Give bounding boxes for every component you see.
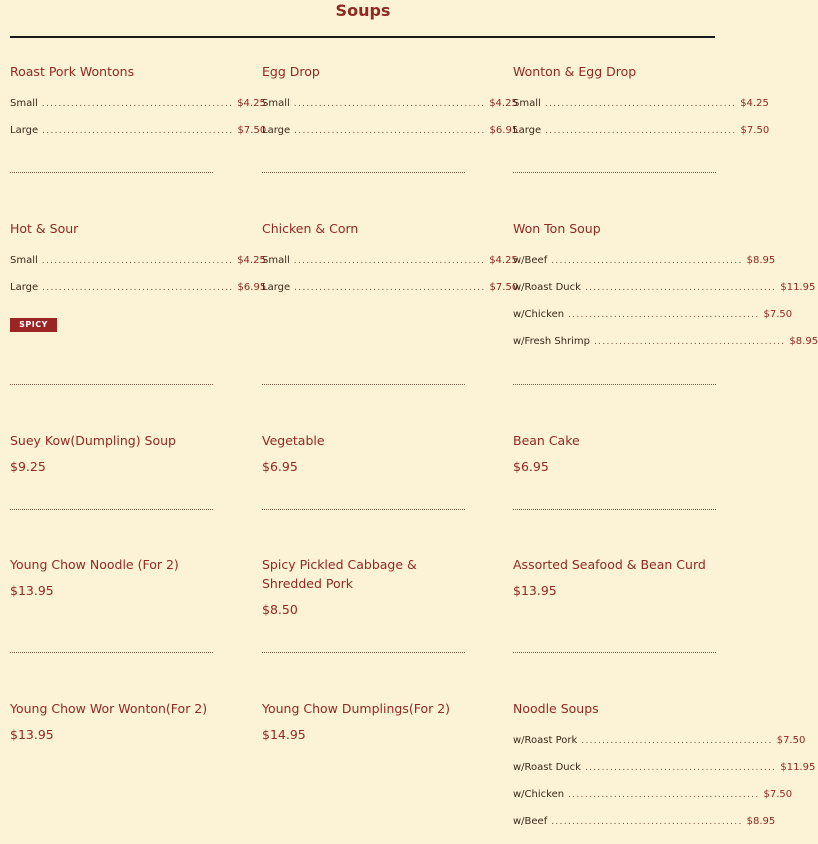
- price-value: $6.95: [237, 282, 267, 293]
- item-name: Suey Kow(Dumpling) Soup: [10, 433, 176, 448]
- size-label: w/Roast Pork: [513, 735, 578, 746]
- price-value: $8.95: [746, 255, 776, 266]
- price-value: $4.25: [237, 98, 266, 109]
- item-separator: [262, 509, 465, 510]
- price-row: [10, 282, 267, 296]
- spicy-badge: SPICY: [10, 318, 57, 332]
- price-value: $11.95: [780, 282, 816, 293]
- price-value: $8.50: [262, 602, 298, 617]
- price-value: $4.25: [489, 255, 518, 266]
- item-name: Young Chow Wor Wonton(For 2): [10, 701, 208, 716]
- menu-item[interactable]: [262, 431, 465, 474]
- menu-item[interactable]: [513, 62, 770, 139]
- price-value: $4.25: [740, 98, 769, 109]
- item-name: Noodle Soups: [513, 701, 599, 716]
- item-name: Chicken & Corn: [262, 221, 359, 236]
- title-divider: [10, 36, 715, 38]
- price-row: [262, 98, 518, 112]
- price-value: $4.25: [489, 98, 518, 109]
- dot-leader: ..............................................: [294, 126, 486, 136]
- price-row: [513, 309, 793, 323]
- item-separator: [262, 172, 465, 173]
- item-separator: [262, 652, 465, 653]
- size-label: Large: [513, 125, 542, 136]
- dot-leader: ..............................................: [584, 763, 777, 773]
- menu-item[interactable]: [10, 62, 267, 139]
- price-value: $8.95: [789, 336, 818, 347]
- price-row: [513, 789, 793, 803]
- item-separator: [10, 384, 213, 385]
- dot-leader: ..............................................: [544, 99, 737, 109]
- size-label: Small: [10, 255, 38, 266]
- price-value: $14.95: [262, 727, 306, 742]
- price-value: $9.25: [10, 459, 46, 474]
- menu-item[interactable]: [513, 219, 818, 350]
- price-row: [262, 255, 518, 269]
- price-row: [513, 816, 776, 830]
- item-separator: [262, 384, 465, 385]
- price-value: $13.95: [10, 583, 54, 598]
- price-value: $6.95: [513, 459, 549, 474]
- item-name: Young Chow Noodle (For 2): [10, 557, 179, 572]
- menu-item[interactable]: [262, 62, 519, 139]
- price-row: [513, 282, 816, 296]
- price-value: $13.95: [10, 727, 54, 742]
- menu-item[interactable]: [513, 555, 716, 598]
- dot-leader: ..............................................: [568, 790, 760, 800]
- price-value: $7.50: [763, 789, 793, 800]
- price-value: $7.50: [740, 125, 770, 136]
- menu-item[interactable]: [262, 555, 465, 617]
- menu-item[interactable]: [262, 699, 465, 742]
- price-row: [262, 125, 519, 139]
- item-separator: [10, 509, 213, 510]
- menu-item[interactable]: [10, 219, 267, 296]
- item-name: Egg Drop: [262, 64, 320, 79]
- price-value: $6.95: [262, 459, 298, 474]
- price-value: $7.50: [489, 282, 519, 293]
- item-name: Hot & Sour: [10, 221, 79, 236]
- size-label: w/Beef: [513, 816, 548, 827]
- dot-leader: ..............................................: [581, 736, 773, 746]
- item-name: Young Chow Dumplings(For 2): [262, 701, 451, 716]
- item-separator: [513, 172, 716, 173]
- price-row: [513, 255, 776, 269]
- item-separator: [513, 652, 716, 653]
- dot-leader: ..............................................: [545, 126, 737, 136]
- size-label: Large: [10, 125, 39, 136]
- menu-item[interactable]: [513, 699, 816, 830]
- menu-item[interactable]: [10, 431, 213, 474]
- item-name: Roast Pork Wontons: [10, 64, 135, 79]
- dot-leader: ..............................................: [594, 337, 786, 347]
- size-label: w/Roast Duck: [513, 762, 581, 773]
- price-value: $4.25: [237, 255, 266, 266]
- price-value: $11.95: [780, 762, 816, 773]
- price-row: [262, 282, 519, 296]
- dot-leader: ..............................................: [584, 283, 777, 293]
- dot-leader: ..............................................: [42, 126, 234, 136]
- item-separator: [513, 384, 716, 385]
- price-value: $7.50: [776, 735, 806, 746]
- item-name: Wonton & Egg Drop: [513, 64, 637, 79]
- price-row: [513, 336, 818, 350]
- menu-item[interactable]: [10, 699, 213, 742]
- item-name: Bean Cake: [513, 433, 580, 448]
- menu-item[interactable]: [10, 555, 213, 598]
- size-label: Large: [262, 282, 291, 293]
- item-name: Spicy Pickled Cabbage & Shredded Pork: [262, 557, 417, 591]
- price-row: [10, 255, 266, 269]
- price-row: [513, 98, 769, 112]
- size-label: w/Beef: [513, 255, 548, 266]
- price-row: [513, 125, 770, 139]
- item-name: Won Ton Soup: [513, 221, 601, 236]
- dot-leader: ..............................................: [568, 310, 760, 320]
- dot-leader: ..............................................: [293, 256, 486, 266]
- size-label: Small: [262, 98, 290, 109]
- size-label: Small: [262, 255, 290, 266]
- price-row: [513, 735, 806, 749]
- item-name: Assorted Seafood & Bean Curd: [513, 557, 706, 572]
- dot-leader: ..............................................: [41, 256, 234, 266]
- dot-leader: ..............................................: [293, 99, 486, 109]
- size-label: Large: [262, 125, 291, 136]
- price-row: [10, 125, 267, 139]
- price-value: $6.95: [489, 125, 519, 136]
- section-title: Soups: [335, 1, 391, 20]
- item-separator: [10, 652, 213, 653]
- size-label: w/Chicken: [513, 789, 565, 800]
- dot-leader: ..............................................: [294, 283, 486, 293]
- item-separator: [10, 172, 213, 173]
- dot-leader: ..............................................: [42, 283, 234, 293]
- size-label: Small: [10, 98, 38, 109]
- price-value: $13.95: [513, 583, 557, 598]
- size-label: Large: [10, 282, 39, 293]
- price-row: [513, 762, 816, 776]
- item-separator: [513, 509, 716, 510]
- price-row: [10, 98, 266, 112]
- dot-leader: ..............................................: [551, 817, 743, 827]
- price-value: $7.50: [763, 309, 793, 320]
- size-label: w/Fresh Shrimp: [513, 336, 591, 347]
- menu-item[interactable]: [262, 219, 519, 296]
- dot-leader: ..............................................: [551, 256, 743, 266]
- item-name: Vegetable: [262, 433, 325, 448]
- price-value: $8.95: [746, 816, 776, 827]
- size-label: w/Roast Duck: [513, 282, 581, 293]
- price-value: $7.50: [237, 125, 267, 136]
- dot-leader: ..............................................: [41, 99, 234, 109]
- menu-item[interactable]: [513, 431, 716, 474]
- size-label: w/Chicken: [513, 309, 565, 320]
- size-label: Small: [513, 98, 541, 109]
